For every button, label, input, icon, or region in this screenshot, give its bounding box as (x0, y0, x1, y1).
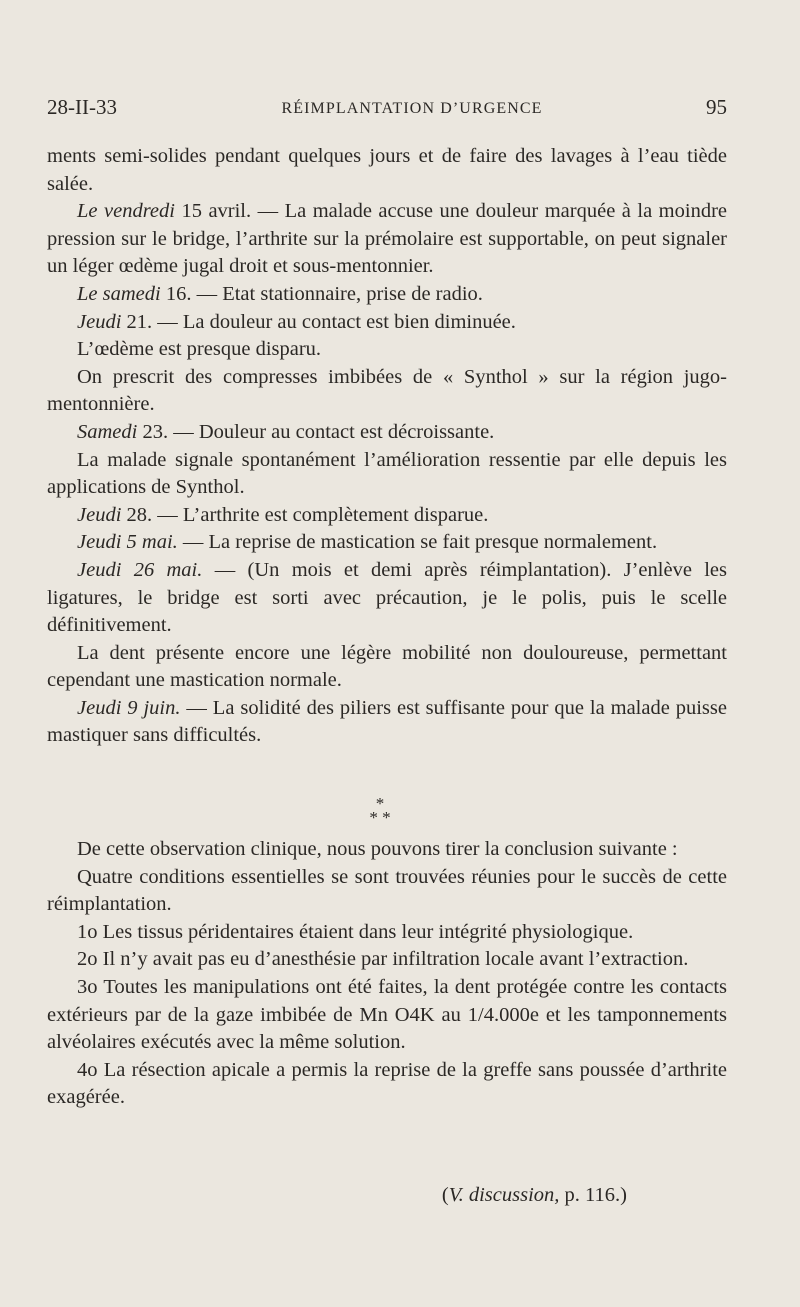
paragraph: Samedi 23. — Douleur au contact est décroissante. (77, 420, 495, 443)
paragraph: Le samedi 16. — Etat stationnaire, prise de radio. (77, 282, 483, 305)
paragraph: Le vendredi 15 avril. — La malade accuse une douleur marquée à la moindre pression sur le bridge, l’arthrite sur la prémolaire est supportable, on peut signaler un léger œdème jugal droit et sous-mentonnier. (47, 200, 727, 278)
header-date: 28-II-33 (47, 95, 117, 119)
section-separator (360, 794, 400, 827)
paragraph: La malade signale spontanément l’amélioration ressentie par elle depuis les applications de Synthol. (47, 448, 727, 499)
paragraph: La dent présente encore une légère mobilité non douloureuse, permettant cependant une mastication normale. (47, 641, 727, 692)
conclusion-section (47, 836, 727, 1112)
running-header (47, 95, 727, 125)
paragraph: 3o Toutes les manipulations ont été faites, la dent protégée contre les contacts extérieurs par de la gaze imbibée de Mn O4K au 1/4.000e et les tamponnements alvéolaires exécutés avec la même solution. (47, 975, 727, 1054)
paragraph: 4o La résection apicale a permis la reprise de la greffe sans poussée d’arthrite exagérée. (47, 1058, 727, 1109)
paragraph: Jeudi 26 mai. — (Un mois et demi après réimplantation). J’enlève les ligatures, le bridge est sorti avec précaution, je le polis, puis le scelle définitivement. (47, 558, 727, 637)
paragraph: L’œdème est presque disparu. (77, 338, 322, 361)
paragraph: De cette observation clinique, nous pouvons tirer la conclusion suivante : (77, 838, 678, 860)
asterisk-bottom: * * (369, 808, 391, 827)
observation-log (47, 143, 727, 750)
page-number: 95 (706, 95, 727, 119)
paragraph: Jeudi 28. — L’arthrite est complètement disparue. (77, 503, 489, 526)
paragraph: 1o Les tissus péridentaires étaient dans leur intégrité physiologique. (77, 920, 634, 943)
paragraph: On prescrit des compresses imbibées de « Synthol » sur la région jugo-mentonnière. (47, 365, 727, 416)
paragraph: Quatre conditions essentielles se sont trouvées réunies pour le succès de cette réimplantation. (47, 865, 727, 916)
paragraph: Jeudi 5 mai. — La reprise de mastication se fait presque normalement. (77, 531, 658, 554)
paragraph: ments semi-solides pendant quelques jours et de faire des lavages à l’eau tiède salée. (47, 145, 727, 195)
asterisk-top: * (375, 794, 385, 813)
paragraph: Jeudi 21. — La douleur au contact est bien diminuée. (77, 310, 516, 333)
header-title: RÉIMPLANTATION D’URGENCE (281, 100, 543, 117)
paragraph: Jeudi 9 juin. — La solidité des piliers est suffisante pour que la malade puisse mastiquer sans difficultés. (47, 696, 727, 747)
paragraph: 2o Il n’y avait pas eu d’anesthésie par infiltration locale avant l’extraction. (77, 948, 689, 971)
cross-reference: (V. discussion, p. 116.) (441, 1184, 627, 1206)
